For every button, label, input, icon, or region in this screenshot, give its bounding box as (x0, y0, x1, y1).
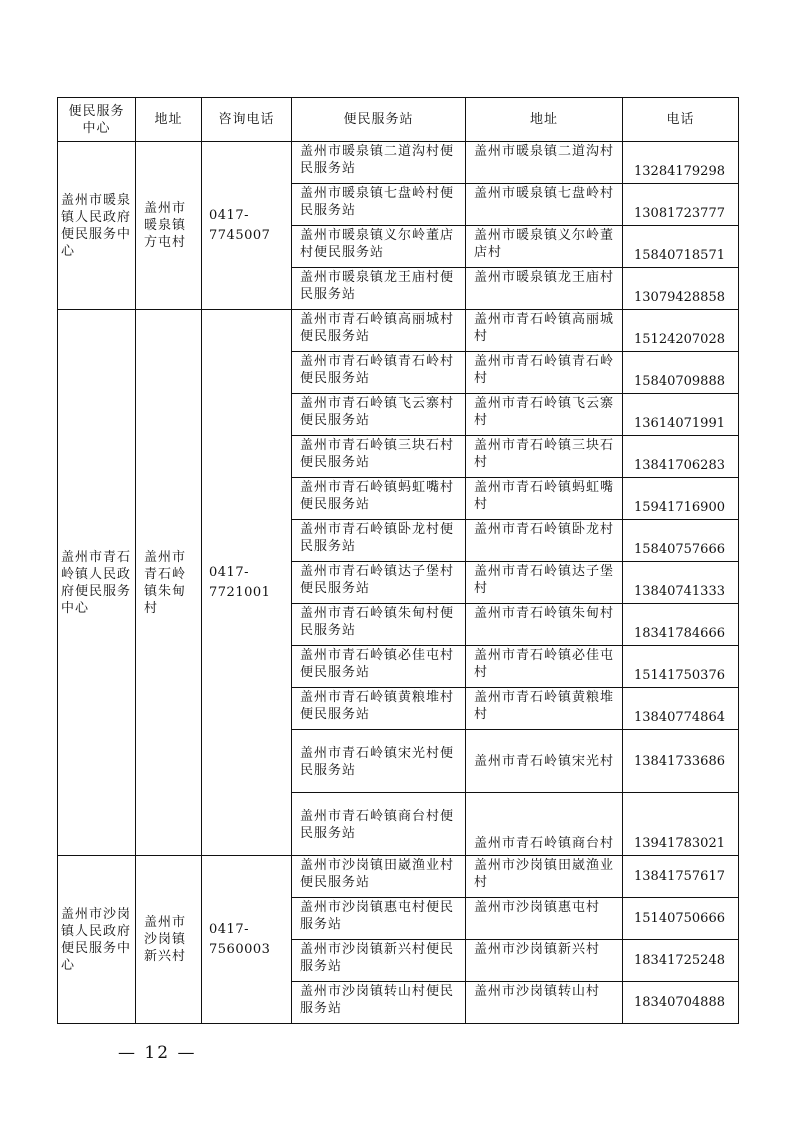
station-name: 盖州市暖泉镇七盘岭村便民服务站 (292, 184, 466, 226)
station-name: 盖州市青石岭镇高丽城村便民服务站 (292, 310, 466, 352)
station-name: 盖州市暖泉镇二道沟村便民服务站 (292, 142, 466, 184)
station-phone: 18340704888 (623, 982, 739, 1024)
station-phone: 15840757666 (623, 520, 739, 562)
station-name: 盖州市沙岗镇转山村便民服务站 (292, 982, 466, 1024)
station-address: 盖州市沙岗镇田崴渔业村 (466, 856, 623, 898)
station-address: 盖州市沙岗镇转山村 (466, 982, 623, 1024)
station-address: 盖州市暖泉镇义尔岭董店村 (466, 226, 623, 268)
station-phone: 15941716900 (623, 478, 739, 520)
table-header-row (58, 98, 739, 142)
station-phone: 13614071991 (623, 394, 739, 436)
station-name: 盖州市青石岭镇卧龙村便民服务站 (292, 520, 466, 562)
header-phone: 电话 (623, 98, 739, 142)
station-address: 盖州市青石岭镇飞云寨村 (466, 394, 623, 436)
station-name: 盖州市青石岭镇宋光村便民服务站 (292, 730, 466, 793)
service-center-address: 盖州市暖泉镇方屯村 (136, 142, 202, 310)
station-address: 盖州市青石岭镇高丽城村 (466, 310, 623, 352)
station-address: 盖州市青石岭镇三块石村 (466, 436, 623, 478)
consult-phone: 0417-7560003 (202, 856, 292, 1024)
station-name: 盖州市青石岭镇黄粮堆村便民服务站 (292, 688, 466, 730)
station-address: 盖州市青石岭镇朱甸村 (466, 604, 623, 646)
service-center-address: 盖州市沙岗镇新兴村 (136, 856, 202, 1024)
station-phone: 13840774864 (623, 688, 739, 730)
station-address: 盖州市青石岭镇宋光村 (466, 730, 623, 793)
table-row (58, 142, 739, 184)
station-phone: 15840709888 (623, 352, 739, 394)
station-name: 盖州市青石岭镇三块石村便民服务站 (292, 436, 466, 478)
station-name: 盖州市沙岗镇田崴渔业村便民服务站 (292, 856, 466, 898)
station-name: 盖州市暖泉镇龙王庙村便民服务站 (292, 268, 466, 310)
station-name: 盖州市青石岭镇达子堡村便民服务站 (292, 562, 466, 604)
station-phone: 13079428858 (623, 268, 739, 310)
station-address: 盖州市青石岭镇商台村 (466, 793, 623, 856)
station-phone: 13841733686 (623, 730, 739, 793)
station-name: 盖州市青石岭镇必佳屯村便民服务站 (292, 646, 466, 688)
station-phone: 15140750666 (623, 898, 739, 940)
station-phone: 13840741333 (623, 562, 739, 604)
station-phone: 13941783021 (623, 793, 739, 856)
station-name: 盖州市暖泉镇义尔岭董店村便民服务站 (292, 226, 466, 268)
station-address: 盖州市沙岗镇惠屯村 (466, 898, 623, 940)
station-address: 盖州市青石岭镇黄粮堆村 (466, 688, 623, 730)
station-phone: 18341784666 (623, 604, 739, 646)
table-row (58, 856, 739, 898)
station-name: 盖州市青石岭镇青石岭村便民服务站 (292, 352, 466, 394)
station-phone: 15124207028 (623, 310, 739, 352)
station-address: 盖州市青石岭镇必佳屯村 (466, 646, 623, 688)
station-name: 盖州市青石岭镇朱甸村便民服务站 (292, 604, 466, 646)
service-center-name: 盖州市青石岭镇人民政府便民服务中心 (58, 310, 136, 856)
header-service-center: 便民服务中心 (58, 98, 136, 142)
station-phone: 15141750376 (623, 646, 739, 688)
station-phone: 15840718571 (623, 226, 739, 268)
station-address: 盖州市沙岗镇新兴村 (466, 940, 623, 982)
station-name: 盖州市青石岭镇蚂虹嘴村便民服务站 (292, 478, 466, 520)
station-name: 盖州市青石岭镇飞云寨村便民服务站 (292, 394, 466, 436)
station-address: 盖州市青石岭镇卧龙村 (466, 520, 623, 562)
station-address: 盖州市暖泉镇二道沟村 (466, 142, 623, 184)
header-consult-phone: 咨询电话 (202, 98, 292, 142)
service-center-name: 盖州市沙岗镇人民政府便民服务中心 (58, 856, 136, 1024)
station-phone: 18341725248 (623, 940, 739, 982)
station-address: 盖州市青石岭镇青石岭村 (466, 352, 623, 394)
service-center-name: 盖州市暖泉镇人民政府便民服务中心 (58, 142, 136, 310)
page-number: — 12 — (118, 1043, 197, 1063)
station-phone: 13081723777 (623, 184, 739, 226)
header-address: 地址 (136, 98, 202, 142)
station-phone: 13841706283 (623, 436, 739, 478)
station-address: 盖州市青石岭镇达子堡村 (466, 562, 623, 604)
station-phone: 13284179298 (623, 142, 739, 184)
table-row (58, 310, 739, 352)
header-station-address: 地址 (466, 98, 623, 142)
station-address: 盖州市暖泉镇龙王庙村 (466, 268, 623, 310)
consult-phone: 0417-7745007 (202, 142, 292, 310)
consult-phone: 0417-7721001 (202, 310, 292, 856)
station-address: 盖州市暖泉镇七盘岭村 (466, 184, 623, 226)
station-address: 盖州市青石岭镇蚂虹嘴村 (466, 478, 623, 520)
header-service-station: 便民服务站 (292, 98, 466, 142)
station-name: 盖州市青石岭镇商台村便民服务站 (292, 793, 466, 856)
service-center-address: 盖州市青石岭镇朱甸村 (136, 310, 202, 856)
station-name: 盖州市沙岗镇惠屯村便民服务站 (292, 898, 466, 940)
service-center-table (57, 97, 739, 1024)
station-phone: 13841757617 (623, 856, 739, 898)
station-name: 盖州市沙岗镇新兴村便民服务站 (292, 940, 466, 982)
